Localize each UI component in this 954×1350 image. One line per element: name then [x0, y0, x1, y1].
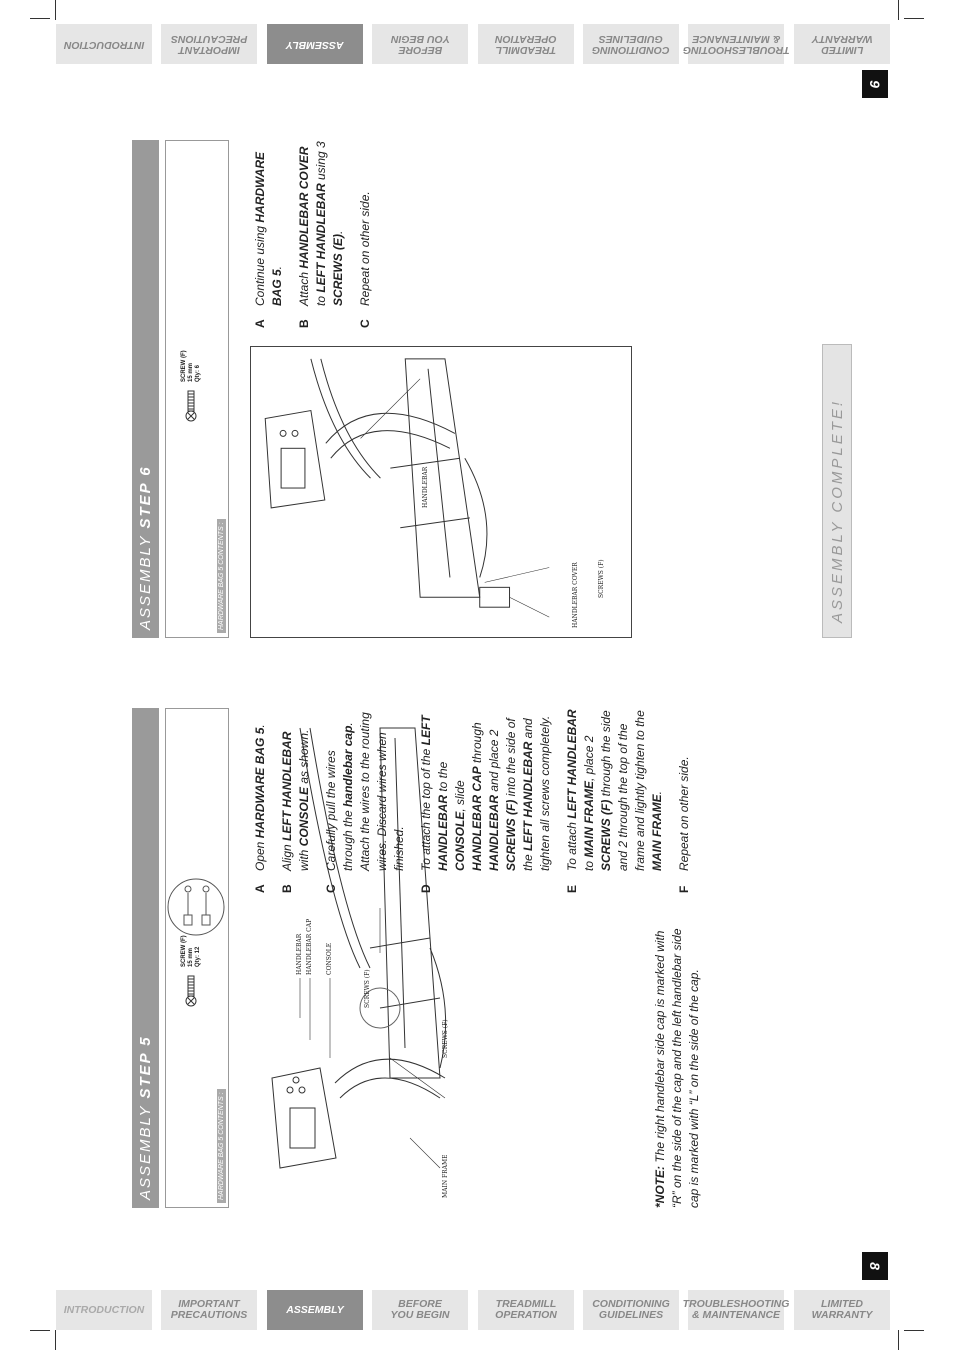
- tab-introduction[interactable]: INTRODUCTION: [56, 24, 152, 64]
- crop-mark: [904, 18, 924, 19]
- screw-icon: [180, 388, 202, 422]
- screw-f-item: [180, 935, 202, 1007]
- crop-mark: [898, 0, 899, 20]
- crop-mark: [898, 1330, 899, 1350]
- crop-mark: [30, 1330, 50, 1331]
- instruction-step: [676, 708, 693, 893]
- instruction-step: [252, 140, 286, 328]
- tab-important-precautions[interactable]: IMPORTANT PRECAUTIONS: [161, 1290, 257, 1330]
- tab-assembly[interactable]: ASSEMBLY: [267, 1290, 363, 1330]
- step-letter: C: [324, 884, 338, 893]
- tab-introduction[interactable]: INTRODUCTION: [56, 1290, 152, 1330]
- contents-label: HARDWARE BAG 5 CONTENTS :: [217, 519, 226, 633]
- instruction-step: [279, 708, 313, 893]
- tab-troubleshooting-maintenance[interactable]: TROUBLESHOOTING & MAINTENANCE: [688, 1290, 784, 1330]
- instruction-step: [357, 140, 374, 328]
- step-text: Open HARDWARE BAG 5.: [253, 724, 267, 871]
- tab-conditioning-guidelines[interactable]: CONDITIONING GUIDELINES: [583, 24, 679, 64]
- screw-icon: [180, 973, 202, 1007]
- step-letter: C: [358, 319, 372, 328]
- label-handlebar-cover: HANDLEBAR COVER: [572, 562, 579, 628]
- step6-hardware-contents: [165, 140, 229, 638]
- step-letter: E: [565, 884, 579, 893]
- tab-before-you-begin[interactable]: BEFORE YOU BEGIN: [372, 24, 468, 64]
- step-text: Attach HANDLEBAR COVER to LEFT HANDLEBAR using 3 SCREWS (E).: [297, 141, 345, 306]
- top-tab-bar: [0, 24, 954, 64]
- tab-conditioning-guidelines[interactable]: CONDITIONING GUIDELINES: [583, 1290, 679, 1330]
- label-screws-f-2: SCREWS (F): [442, 1019, 449, 1058]
- step-text: Continue using HARDWARE BAG 5.: [253, 151, 284, 306]
- label-screws-f-1: SCREWS (F): [364, 969, 371, 1008]
- step-letter: B: [297, 319, 311, 328]
- step-letter: A: [253, 884, 267, 893]
- step6-section: [132, 140, 722, 638]
- crop-mark: [55, 0, 56, 20]
- step-letter: D: [419, 884, 433, 893]
- label-handlebar: HANDLEBAR: [296, 933, 303, 975]
- bottom-tab-bar: [0, 1290, 954, 1330]
- tab-assembly[interactable]: ASSEMBLY: [267, 24, 363, 64]
- page-number-left: 8: [862, 1252, 888, 1280]
- screw-f-info: SCREW (F) 15 mm Qty: 6: [180, 350, 201, 382]
- step-text: Repeat on other side.: [358, 191, 372, 306]
- instruction-step: [564, 708, 666, 893]
- step5-title: ASSEMBLY STEP 5: [132, 708, 159, 1208]
- step6-title: ASSEMBLY STEP 6: [132, 140, 159, 638]
- step5-note: *NOTE: The right handlebar side cap is marked with “R” on the side of the cap and the left handlebar side cap is marked with “L” on the side of the cap.: [653, 928, 701, 1208]
- label-main-frame: MAIN FRAME: [442, 1154, 449, 1198]
- instruction-step: [252, 708, 269, 893]
- label-handlebar: HANDLEBAR: [422, 466, 429, 508]
- tab-limited-warranty[interactable]: LIMITED WARRANTY: [794, 24, 890, 64]
- screw-f-item: [180, 350, 202, 422]
- step-text: To attach the top of the LEFT HANDLEBAR to the CONSOLE, slide HANDLEBAR CAP through HANDLEBAR and place 2 SCREWS (F) into the side of the LEFT HANDLEBAR and tighten all screws completely.: [419, 715, 552, 871]
- crop-mark: [904, 1330, 924, 1331]
- step-text: Carefully pull the wires through the handlebar cap. Attach the wires to the routing wires. Discard wires when finished.: [324, 712, 406, 871]
- instruction-step: [323, 708, 408, 893]
- step-letter: A: [253, 319, 267, 328]
- step5-instructions: [252, 708, 703, 893]
- step6-instructions: [252, 140, 384, 328]
- label-screws-f: SCREWS (F): [598, 559, 605, 598]
- step5-hardware-contents: [165, 708, 229, 1208]
- step-text: Align LEFT HANDLEBAR with CONSOLE as shown.: [280, 729, 311, 871]
- crop-mark: [30, 18, 50, 19]
- page-number-right: 9: [862, 70, 888, 98]
- tab-limited-warranty[interactable]: LIMITED WARRANTY: [794, 1290, 890, 1330]
- tab-important-precautions[interactable]: IMPORTANT PRECAUTIONS: [161, 24, 257, 64]
- label-console: CONSOLE: [326, 942, 333, 975]
- step5-section: [132, 708, 722, 1208]
- tab-treadmill-operation[interactable]: TREADMILL OPERATION: [478, 1290, 574, 1330]
- tab-before-you-begin[interactable]: BEFORE YOU BEGIN: [372, 1290, 468, 1330]
- handlebar-cap-detail-icon: [166, 877, 226, 937]
- step-text: To attach LEFT HANDLEBAR to MAIN FRAME, place 2 SCREWS (F) through the side and 2 through the top of the frame and lightly tighten to the MAIN FRAME.: [565, 709, 664, 871]
- crop-mark: [55, 1330, 56, 1350]
- tab-treadmill-operation[interactable]: TREADMILL OPERATION: [478, 24, 574, 64]
- label-handlebar-cap: HANDLEBAR CAP: [306, 918, 313, 975]
- step-letter: B: [280, 884, 294, 893]
- instruction-step: [296, 140, 347, 328]
- tab-troubleshooting-maintenance[interactable]: TROUBLESHOOTING & MAINTENANCE: [688, 24, 784, 64]
- assembly-complete-banner: ASSEMBLY COMPLETE!: [822, 344, 852, 638]
- contents-label: HARDWARE BAG 5 CONTENTS :: [217, 1089, 226, 1203]
- step-letter: F: [677, 885, 691, 893]
- step-text: Repeat on other side.: [677, 756, 691, 871]
- screw-f-info: SCREW (F) 15 mm Qty: 12: [180, 935, 201, 967]
- instruction-step: [418, 708, 554, 893]
